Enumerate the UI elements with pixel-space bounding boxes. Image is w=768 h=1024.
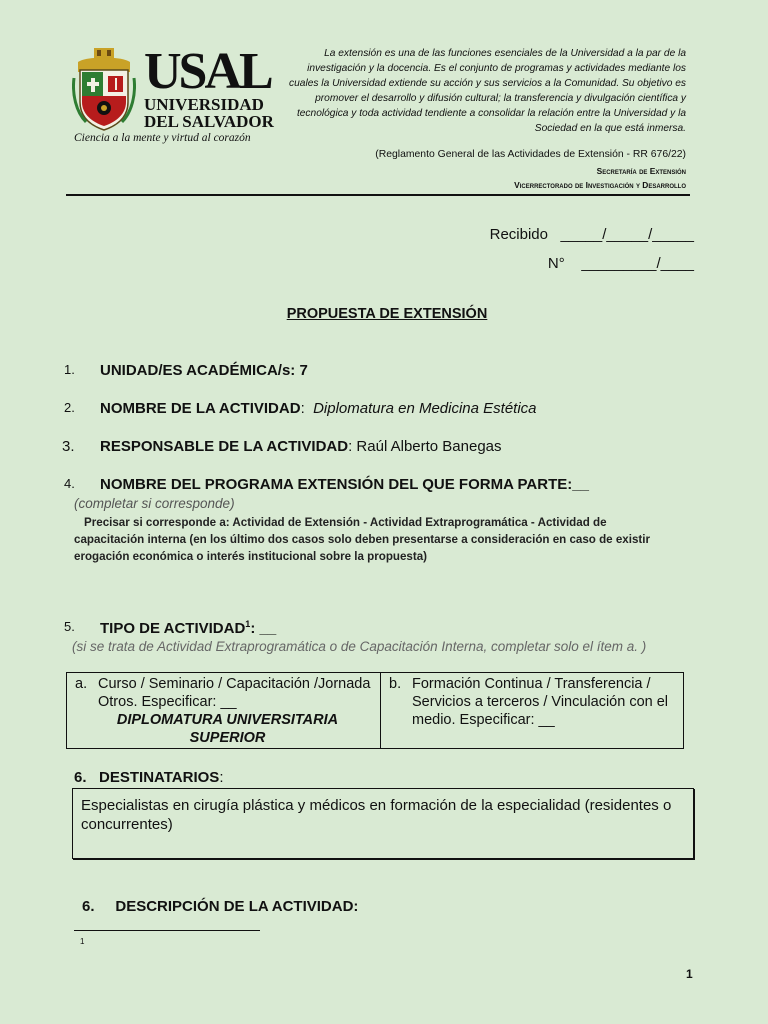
item-destinatarios	[74, 769, 223, 786]
option-a-value[interactable]: DIPLOMATURA UNIVERSITARIA SUPERIOR	[116, 712, 339, 746]
recibido-field[interactable]	[490, 226, 694, 243]
recibido-label: Recibido	[489, 226, 548, 243]
numero-field[interactable]	[548, 255, 694, 272]
numero-label: N°	[547, 255, 565, 272]
numero-value[interactable]: _________/____	[581, 255, 694, 272]
university-name-line2: DEL SALVADOR	[144, 112, 274, 131]
footnote-reference[interactable]: 1	[245, 619, 251, 629]
footnote-mark: 1	[80, 937, 85, 946]
item-label: NOMBRE DE LA ACTIVIDAD	[100, 400, 301, 417]
item-number: 6.	[74, 769, 87, 786]
option-a-cell[interactable]	[75, 675, 371, 747]
item-number: 4.	[64, 476, 75, 491]
option-b-text: Formación Continua / Transferencia / Servicios a terceros / Vinculación con el medio. Especificar: __	[412, 676, 669, 728]
item-separator: :	[348, 438, 353, 455]
item-label: DESTINATARIOS	[99, 769, 220, 786]
item-label: TIPO DE ACTIVIDAD	[100, 620, 246, 637]
university-logo	[70, 44, 290, 152]
destinatarios-textbox[interactable]: Especialistas en cirugía plástica y médicos en formación de la especialidad (residentes o concurrentes)	[72, 788, 694, 859]
crest-icon	[72, 48, 136, 132]
item-label: DESCRIPCIÓN DE LA ACTIVIDAD:	[115, 898, 359, 915]
item-hint: (si se trata de Actividad Extraprogramática o de Capacitación Interna, completar solo el ítem a. )	[72, 639, 647, 654]
recibido-value[interactable]: _____/_____/_____	[560, 226, 694, 243]
item-suffix[interactable]: : __	[250, 620, 277, 637]
option-a-text: Curso / Seminario / Capacitación /Jornada Otros. Especificar: __	[98, 676, 371, 710]
item-label[interactable]: NOMBRE DEL PROGRAMA EXTENSIÓN DEL QUE FORMA PARTE:__	[100, 476, 589, 493]
page-number: 1	[686, 967, 693, 981]
reglamento-reference: (Reglamento General de las Actividades de Extensión - RR 676/22)	[375, 149, 686, 160]
item-separator: :	[300, 400, 305, 417]
item-number: 3.	[62, 438, 75, 455]
item-value[interactable]: Raúl Alberto Banegas	[356, 438, 502, 455]
header-divider	[66, 194, 690, 196]
university-name-line1: UNIVERSIDAD	[144, 95, 264, 114]
item-hint: (completar si corresponde)	[74, 496, 235, 511]
item-number: 5.	[64, 619, 75, 634]
vicerrectorado-label: Vicerrectorado de Investigación y Desarrollo	[514, 180, 686, 190]
logo-wordmark: USAL	[144, 43, 271, 100]
university-name	[144, 96, 274, 130]
tipo-actividad-table	[66, 672, 684, 749]
page-title: PROPUESTA DE EXTENSIÓN	[286, 306, 488, 322]
option-marker: b.	[389, 676, 402, 692]
option-b-cell[interactable]	[389, 675, 679, 729]
item-number: 2.	[64, 400, 75, 415]
item-value[interactable]: Diplomatura en Medicina Estética	[313, 400, 537, 417]
option-marker: a.	[75, 676, 88, 692]
extension-intro-text: La extensión es una de las funciones esenciales de la Universidad a la par de la investigación y la docencia. Es el conjunto de programas y actividades mediante los cuales la Universidad extiende su acción y sus servicios a la Comunidad. Su objetivo es promover el desarrollo y difusión cultural; la transferencia y divulgación científica y tecnológica y toda actividad tendiente a consolidar la relación entre la Universidad y la Sociedad en la que está inmersa.	[289, 48, 686, 134]
footnote-divider	[74, 930, 260, 931]
item-label: RESPONSABLE DE LA ACTIVIDAD	[100, 438, 349, 455]
table-divider	[380, 673, 381, 748]
item-number: 1.	[64, 362, 75, 377]
item-number: 6.	[82, 898, 95, 915]
item-suffix: :	[219, 769, 224, 786]
item-descripcion	[82, 898, 358, 915]
secretaria-label: Secretaría de Extensión	[596, 166, 686, 176]
item-instructions: Precisar si corresponde a: Actividad de Extensión - Actividad Extraprogramática - Actividad de capacitación interna (en los último dos casos solo deben presentarse a consideración en caso de existir erogación económica o interés institucional sobre la propuesta)	[74, 516, 651, 563]
motto: Ciencia a la mente y virtud al corazón	[74, 132, 251, 144]
item-label: UNIDAD/ES ACADÉMICA/s: 7	[100, 362, 308, 379]
